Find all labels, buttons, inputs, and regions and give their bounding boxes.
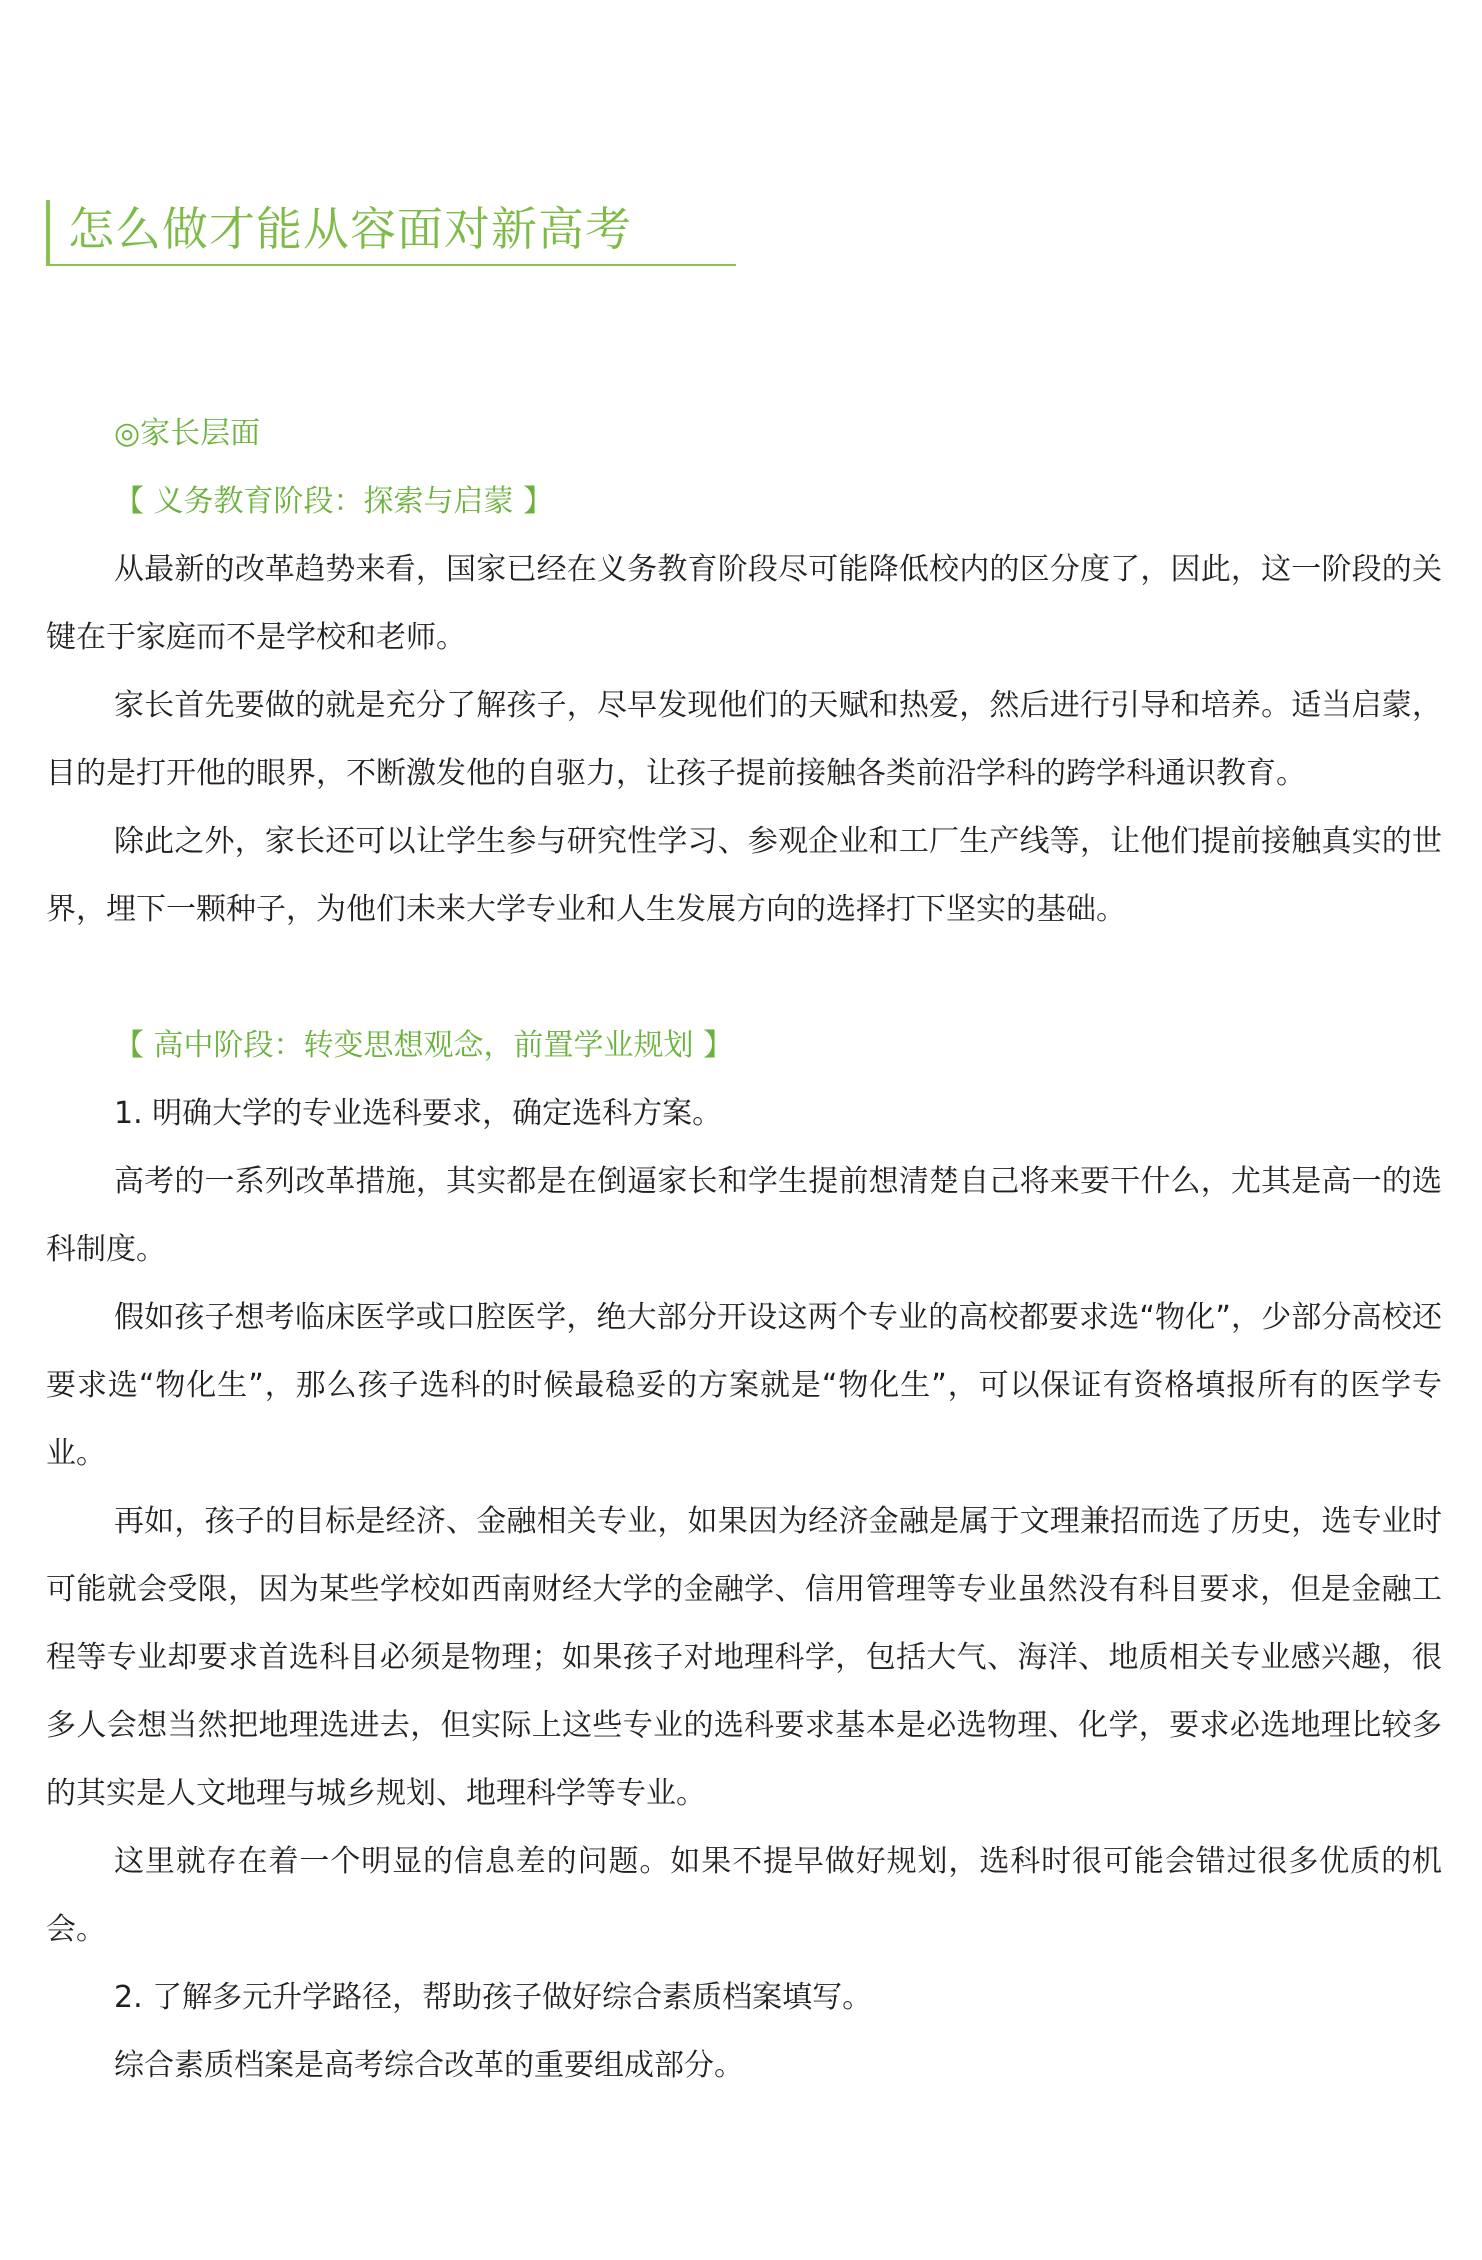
section-title: 怎么做才能从容面对新高考 xyxy=(68,202,632,256)
stage2-point-1: 1. 明确大学的专业选科要求，确定选科方案。 xyxy=(114,1096,723,1131)
article-body xyxy=(46,400,1442,2100)
stage2-paragraph: 高考的一系列改革措施，其实都是在倒逼家长和学生提前想清楚自己将来要干什么，尤其是高一的选科制度。 xyxy=(46,1164,1442,1267)
stage2-paragraph: 再如，孩子的目标是经济、金融相关专业，如果因为经济金融是属于文理兼招而选了历史，选专业时可能就会受限，因为某些学校如西南财经大学的金融学、信用管理等专业虽然没有科目要求，但是金融工程等专业却要求首选科目必须是物理；如果孩子对地理科学，包括大气、海洋、地质相关专业感兴趣，很多人会想当然把地理选进去，但实际上这些专业的选科要求基本是必选物理、化学，要求必选地理比较多的其实是人文地理与城乡规划、地理科学等专业。 xyxy=(46,1504,1442,1811)
stage1-paragraph: 除此之外，家长还可以让学生参与研究性学习、参观企业和工厂生产线等，让他们提前接触真实的世界，埋下一颗种子，为他们未来大学专业和人生发展方向的选择打下坚实的基础。 xyxy=(46,824,1442,927)
stage1-heading: 【 义务教育阶段：探索与启蒙 】 xyxy=(114,484,554,519)
stage2-paragraph: 假如孩子想考临床医学或口腔医学，绝大部分开设这两个专业的高校都要求选“物化”，少部分高校还要求选“物化生”，那么孩子选科的时候最稳妥的方案就是“物化生”，可以保证有资格填报所有的医学专业。 xyxy=(46,1300,1442,1471)
stage2-last-paragraph: 综合素质档案是高考综合改革的重要组成部分。 xyxy=(114,2048,744,2083)
stage2-point-2: 2. 了解多元升学路径，帮助孩子做好综合素质档案填写。 xyxy=(114,1980,873,2015)
stage2-paragraph: 这里就存在着一个明显的信息差的问题。如果不提早做好规划，选科时很可能会错过很多优质的机会。 xyxy=(46,1844,1442,1947)
stage1-paragraph: 家长首先要做的就是充分了解孩子，尽早发现他们的天赋和热爱，然后进行引导和培养。适当启蒙，目的是打开他的眼界，不断激发他的自驱力，让孩子提前接触各类前沿学科的跨学科通识教育。 xyxy=(46,688,1442,791)
section-spacer xyxy=(46,944,1442,1012)
parent-heading: ◎家长层面 xyxy=(114,416,261,451)
stage1-paragraph: 从最新的改革趋势来看，国家已经在义务教育阶段尽可能降低校内的区分度了，因此，这一阶段的关键在于家庭而不是学校和老师。 xyxy=(46,552,1442,655)
stage2-heading: 【 高中阶段：转变思想观念，前置学业规划 】 xyxy=(114,1028,734,1063)
section-title-frame xyxy=(46,200,736,266)
